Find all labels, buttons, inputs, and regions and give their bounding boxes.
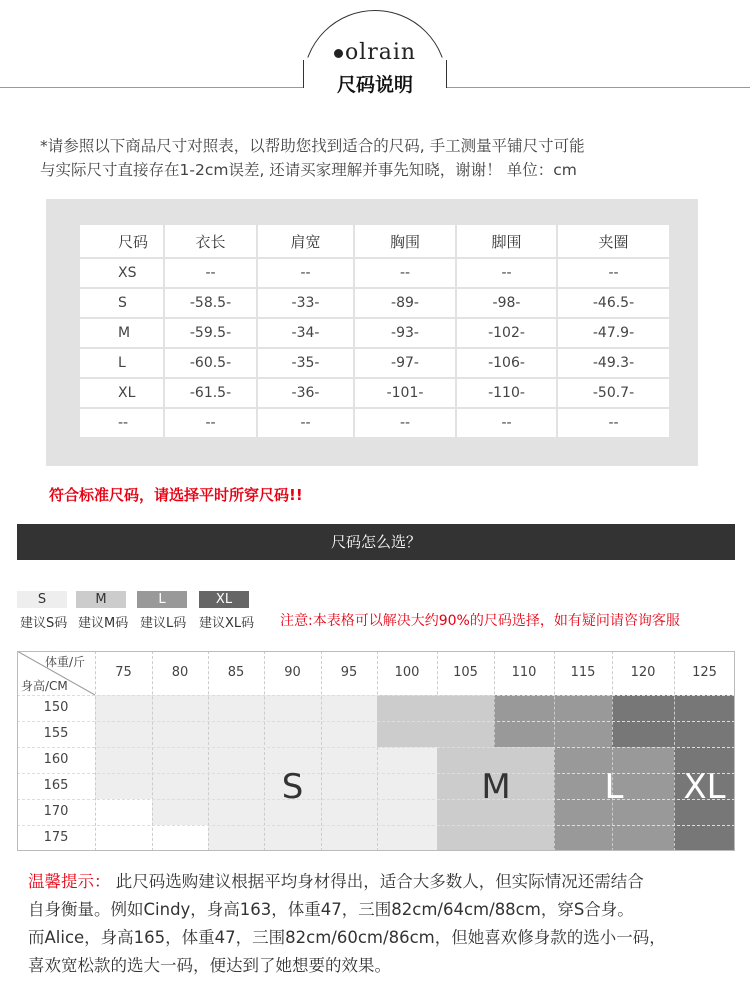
header-cell: 肩宽 — [258, 225, 353, 257]
header-cell: 夹圈 — [558, 225, 669, 257]
tip-text: 喜欢宽松款的选大一码，便达到了她想要的效果。 — [28, 956, 391, 975]
weight-label: 125 — [692, 665, 717, 680]
zone-label-s: S — [281, 767, 304, 807]
intro-text — [40, 134, 720, 182]
table-cell: -106- — [457, 349, 556, 377]
tip-label: 温馨提示： — [28, 872, 111, 891]
table-cell: -50.7- — [558, 379, 669, 407]
zone-label-xl: XL — [683, 767, 726, 807]
table-cell: -46.5- — [558, 289, 669, 317]
tip-text: 而Alice，身高165，体重47，三围82cm/60cm/86cm，但她喜欢修身款的选小一码， — [28, 928, 666, 947]
section-title-band: 尺码怎么选？ — [17, 524, 735, 560]
height-label: 155 — [43, 726, 69, 741]
weight-label: 95 — [340, 665, 358, 680]
legend-swatch: M — [76, 591, 126, 608]
legend-label: 建议S码 — [20, 616, 68, 631]
header-cell: 衣长 — [165, 225, 256, 257]
table-cell: -- — [558, 409, 669, 437]
weight-label: 75 — [115, 665, 132, 680]
table-cell: S — [80, 289, 163, 317]
size-guide-grid — [17, 651, 735, 851]
zone-label-l: L — [604, 767, 624, 807]
table-row — [80, 409, 669, 437]
legend-swatch: L — [137, 591, 187, 608]
table-cell: -34- — [258, 319, 353, 347]
table-cell: -- — [165, 409, 256, 437]
table-cell: -60.5- — [165, 349, 256, 377]
table-cell: L — [80, 349, 163, 377]
table-cell: -97- — [355, 349, 455, 377]
table-cell: -- — [258, 409, 353, 437]
table-row — [80, 379, 669, 407]
weight-label: 100 — [394, 665, 420, 680]
table-cell: -59.5- — [165, 319, 256, 347]
table-cell: -110- — [457, 379, 556, 407]
weight-axis-label: 体重/斤 — [45, 655, 86, 669]
table-cell: -102- — [457, 319, 556, 347]
table-row — [80, 349, 669, 377]
legend-item-m — [76, 591, 128, 631]
table-cell: XL — [80, 379, 163, 407]
table-cell: -- — [457, 259, 556, 287]
header-cell: 脚围 — [457, 225, 556, 257]
weight-label: 90 — [284, 665, 301, 680]
header-cell: 胸围 — [355, 225, 455, 257]
tip-text: 此尺码选购建议根据平均身材得出，适合大多数人，但实际情况还需结合 — [110, 872, 644, 891]
table-cell: -61.5- — [165, 379, 256, 407]
table-row — [80, 289, 669, 317]
table-cell: M — [80, 319, 163, 347]
logo-leaf-icon — [334, 49, 343, 58]
brand-logo-text: olrain — [344, 40, 417, 65]
height-label: 150 — [43, 700, 69, 715]
table-cell: -33- — [258, 289, 353, 317]
height-label: 175 — [43, 830, 69, 845]
guide-note: 注意:本表格可以解决大约90%的尺码选择，如有疑问请咨询客服 — [280, 613, 680, 629]
table-cell: -- — [258, 259, 353, 287]
size-table — [78, 223, 671, 439]
legend-item-s — [17, 591, 67, 631]
table-cell: -58.5- — [165, 289, 256, 317]
weight-label: 110 — [511, 665, 537, 680]
legend-item-xl — [199, 591, 254, 631]
table-cell: -36- — [258, 379, 353, 407]
size-notice: 符合标准尺码，请选择平时所穿尺码!! — [49, 486, 303, 504]
zone-label-m: M — [481, 767, 511, 807]
size-table-header — [80, 225, 669, 257]
intro-line-2: 与实际尺寸直接存在1-2cm误差, 还请买家理解并事先知晓，谢谢！ 单位：cm — [40, 161, 577, 179]
page-title: 尺码说明 — [336, 74, 413, 96]
intro-line-1: *请参照以下商品尺寸对照表，以帮助您找到适合的尺码, 手工测量平铺尺寸可能 — [40, 137, 585, 155]
table-cell: -47.9- — [558, 319, 669, 347]
table-cell: -101- — [355, 379, 455, 407]
table-cell: -- — [355, 259, 455, 287]
weight-label: 80 — [171, 665, 189, 680]
table-cell: XS — [80, 259, 163, 287]
table-cell: -89- — [355, 289, 455, 317]
table-row — [80, 319, 669, 347]
header-cell: 尺码 — [80, 225, 163, 257]
table-cell: -- — [457, 409, 556, 437]
weight-label: 85 — [227, 665, 245, 680]
brand-logo — [0, 40, 750, 65]
weight-label: 105 — [453, 665, 478, 680]
table-cell: -- — [80, 409, 163, 437]
legend-label: 建议L码 — [140, 616, 187, 631]
legend-label: 建议M码 — [78, 616, 129, 631]
table-cell: -93- — [355, 319, 455, 347]
height-label: 165 — [43, 778, 69, 793]
grid-border — [17, 651, 735, 851]
table-cell: -- — [165, 259, 256, 287]
tip-text: 自身衡量。例如Cindy，身高163，体重47，三围82cm/64cm/88cm，穿S合身。 — [28, 900, 634, 919]
table-cell: -- — [558, 259, 669, 287]
table-row — [80, 259, 669, 287]
table-cell: -49.3- — [558, 349, 669, 377]
table-cell: -- — [355, 409, 455, 437]
legend-label: 建议XL码 — [199, 616, 255, 631]
height-label: 160 — [43, 752, 69, 767]
height-axis-label: 身高/CM — [21, 679, 68, 693]
table-cell: -35- — [258, 349, 353, 377]
legend-swatch: S — [17, 591, 67, 608]
table-cell: -98- — [457, 289, 556, 317]
height-label: 170 — [43, 804, 69, 819]
warm-tip — [28, 868, 740, 980]
legend-swatch: XL — [199, 591, 249, 608]
weight-label: 115 — [570, 665, 596, 680]
legend-item-l — [137, 591, 187, 631]
weight-label: 120 — [630, 665, 656, 680]
